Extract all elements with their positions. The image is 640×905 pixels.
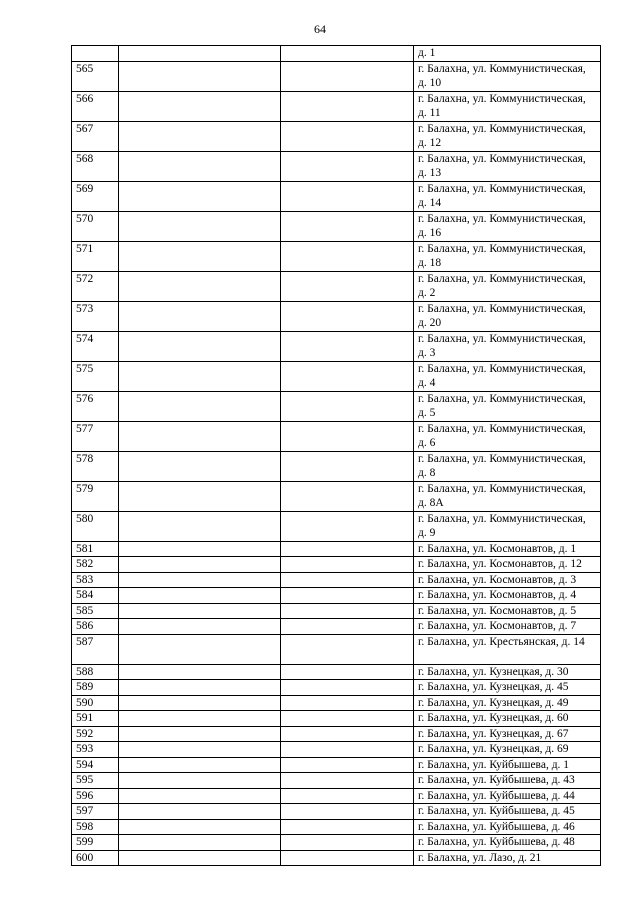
table-row (72, 557, 601, 573)
empty-cell-c (281, 301, 414, 331)
table-row (72, 695, 601, 711)
table-row (72, 91, 601, 121)
table-row (72, 151, 601, 181)
empty-cell-c (281, 46, 414, 62)
empty-cell-c (281, 664, 414, 680)
empty-cell-b (119, 757, 281, 773)
empty-cell-b (119, 151, 281, 181)
row-number-cell: 575 (72, 361, 119, 391)
address-cell: г. Балахна, ул. Коммунистическая, д. 10 (414, 61, 601, 91)
table-row (72, 680, 601, 696)
empty-cell-b (119, 619, 281, 635)
row-number-cell: 569 (72, 181, 119, 211)
empty-cell-c (281, 757, 414, 773)
empty-cell-c (281, 61, 414, 91)
row-number-cell: 599 (72, 835, 119, 851)
address-cell: г. Балахна, ул. Куйбышева, д. 44 (414, 788, 601, 804)
table-row (72, 588, 601, 604)
table-row (72, 664, 601, 680)
empty-cell-b (119, 680, 281, 696)
empty-cell-b (119, 181, 281, 211)
row-number-cell: 592 (72, 726, 119, 742)
address-cell: г. Балахна, ул. Коммунистическая, д. 18 (414, 241, 601, 271)
row-number-cell: 589 (72, 680, 119, 696)
empty-cell-c (281, 541, 414, 557)
address-cell: г. Балахна, ул. Космонавтов, д. 1 (414, 541, 601, 557)
address-cell: г. Балахна, ул. Коммунистическая, д. 5 (414, 391, 601, 421)
table-row (72, 301, 601, 331)
empty-cell-b (119, 541, 281, 557)
empty-cell-c (281, 850, 414, 866)
address-cell: д. 1 (414, 46, 601, 62)
address-cell: г. Балахна, ул. Куйбышева, д. 1 (414, 757, 601, 773)
address-cell: г. Балахна, ул. Куйбышева, д. 46 (414, 819, 601, 835)
address-cell: г. Балахна, ул. Кузнецкая, д. 30 (414, 664, 601, 680)
table-row (72, 481, 601, 511)
empty-cell-b (119, 850, 281, 866)
table-row (72, 241, 601, 271)
table-row (72, 634, 601, 664)
address-cell: г. Балахна, ул. Коммунистическая, д. 9 (414, 511, 601, 541)
table-row (72, 619, 601, 635)
row-number-cell: 598 (72, 819, 119, 835)
address-cell: г. Балахна, ул. Лазо, д. 21 (414, 850, 601, 866)
row-number-cell: 590 (72, 695, 119, 711)
row-number-cell: 565 (72, 61, 119, 91)
empty-cell-b (119, 301, 281, 331)
row-number-cell: 582 (72, 557, 119, 573)
empty-cell-c (281, 151, 414, 181)
table-row (72, 773, 601, 789)
table-row (72, 46, 601, 62)
address-cell: г. Балахна, ул. Коммунистическая, д. 8 (414, 451, 601, 481)
row-number-cell: 566 (72, 91, 119, 121)
empty-cell-c (281, 121, 414, 151)
table-row (72, 451, 601, 481)
table-row (72, 835, 601, 851)
empty-cell-b (119, 451, 281, 481)
empty-cell-b (119, 421, 281, 451)
row-number-cell: 580 (72, 511, 119, 541)
row-number-cell: 584 (72, 588, 119, 604)
address-cell: г. Балахна, ул. Космонавтов, д. 3 (414, 572, 601, 588)
table-row (72, 711, 601, 727)
empty-cell-c (281, 804, 414, 820)
address-cell: г. Балахна, ул. Коммунистическая, д. 12 (414, 121, 601, 151)
empty-cell-c (281, 391, 414, 421)
empty-cell-b (119, 211, 281, 241)
row-number-cell: 585 (72, 603, 119, 619)
empty-cell-b (119, 572, 281, 588)
table-row (72, 572, 601, 588)
empty-cell-b (119, 61, 281, 91)
empty-cell-c (281, 819, 414, 835)
address-cell: г. Балахна, ул. Кузнецкая, д. 69 (414, 742, 601, 758)
empty-cell-c (281, 572, 414, 588)
empty-cell-c (281, 181, 414, 211)
table-row (72, 788, 601, 804)
empty-cell-b (119, 91, 281, 121)
empty-cell-b (119, 331, 281, 361)
table-row (72, 603, 601, 619)
address-cell: г. Балахна, ул. Коммунистическая, д. 20 (414, 301, 601, 331)
empty-cell-b (119, 819, 281, 835)
table-row (72, 511, 601, 541)
row-number-cell: 597 (72, 804, 119, 820)
empty-cell-b (119, 603, 281, 619)
address-table-body (72, 46, 601, 866)
empty-cell-c (281, 788, 414, 804)
row-number-cell: 588 (72, 664, 119, 680)
empty-cell-c (281, 241, 414, 271)
row-number-cell: 567 (72, 121, 119, 151)
empty-cell-b (119, 788, 281, 804)
empty-cell-c (281, 588, 414, 604)
row-number-cell: 587 (72, 634, 119, 664)
empty-cell-b (119, 773, 281, 789)
address-cell: г. Балахна, ул. Коммунистическая, д. 13 (414, 151, 601, 181)
empty-cell-c (281, 726, 414, 742)
row-number-cell: 593 (72, 742, 119, 758)
row-number-cell (72, 46, 119, 62)
empty-cell-b (119, 391, 281, 421)
table-row (72, 121, 601, 151)
table-row (72, 819, 601, 835)
address-cell: г. Балахна, ул. Космонавтов, д. 12 (414, 557, 601, 573)
empty-cell-c (281, 695, 414, 711)
address-cell: г. Балахна, ул. Куйбышева, д. 45 (414, 804, 601, 820)
row-number-cell: 573 (72, 301, 119, 331)
table-row (72, 742, 601, 758)
empty-cell-c (281, 680, 414, 696)
address-cell: г. Балахна, ул. Крестьянская, д. 14 (414, 634, 601, 664)
empty-cell-b (119, 634, 281, 664)
empty-cell-c (281, 711, 414, 727)
empty-cell-b (119, 271, 281, 301)
table-row (72, 850, 601, 866)
empty-cell-c (281, 481, 414, 511)
address-cell: г. Балахна, ул. Куйбышева, д. 43 (414, 773, 601, 789)
table-row (72, 181, 601, 211)
empty-cell-b (119, 695, 281, 711)
empty-cell-b (119, 726, 281, 742)
empty-cell-c (281, 361, 414, 391)
row-number-cell: 583 (72, 572, 119, 588)
address-cell: г. Балахна, ул. Космонавтов, д. 5 (414, 603, 601, 619)
row-number-cell: 595 (72, 773, 119, 789)
row-number-cell: 594 (72, 757, 119, 773)
address-cell: г. Балахна, ул. Кузнецкая, д. 49 (414, 695, 601, 711)
table-row (72, 211, 601, 241)
address-cell: г. Балахна, ул. Коммунистическая, д. 4 (414, 361, 601, 391)
row-number-cell: 586 (72, 619, 119, 635)
table-row (72, 726, 601, 742)
table-row (72, 331, 601, 361)
row-number-cell: 574 (72, 331, 119, 361)
empty-cell-b (119, 511, 281, 541)
empty-cell-b (119, 241, 281, 271)
table-row (72, 804, 601, 820)
table-row (72, 421, 601, 451)
empty-cell-c (281, 557, 414, 573)
empty-cell-c (281, 603, 414, 619)
address-cell: г. Балахна, ул. Космонавтов, д. 4 (414, 588, 601, 604)
address-cell: г. Балахна, ул. Кузнецкая, д. 67 (414, 726, 601, 742)
table-row (72, 361, 601, 391)
row-number-cell: 578 (72, 451, 119, 481)
row-number-cell: 570 (72, 211, 119, 241)
row-number-cell: 581 (72, 541, 119, 557)
empty-cell-c (281, 742, 414, 758)
empty-cell-c (281, 835, 414, 851)
empty-cell-b (119, 557, 281, 573)
table-row (72, 61, 601, 91)
table-row (72, 391, 601, 421)
row-number-cell: 576 (72, 391, 119, 421)
table-row (72, 541, 601, 557)
row-number-cell: 579 (72, 481, 119, 511)
address-cell: г. Балахна, ул. Космонавтов, д. 7 (414, 619, 601, 635)
address-cell: г. Балахна, ул. Коммунистическая, д. 11 (414, 91, 601, 121)
address-cell: г. Балахна, ул. Кузнецкая, д. 45 (414, 680, 601, 696)
address-cell: г. Балахна, ул. Кузнецкая, д. 60 (414, 711, 601, 727)
empty-cell-b (119, 711, 281, 727)
address-cell: г. Балахна, ул. Коммунистическая, д. 3 (414, 331, 601, 361)
empty-cell-c (281, 331, 414, 361)
row-number-cell: 571 (72, 241, 119, 271)
empty-cell-b (119, 46, 281, 62)
empty-cell-c (281, 211, 414, 241)
empty-cell-c (281, 619, 414, 635)
row-number-cell: 577 (72, 421, 119, 451)
row-number-cell: 596 (72, 788, 119, 804)
empty-cell-c (281, 634, 414, 664)
row-number-cell: 600 (72, 850, 119, 866)
address-cell: г. Балахна, ул. Коммунистическая, д. 8А (414, 481, 601, 511)
empty-cell-b (119, 835, 281, 851)
empty-cell-c (281, 421, 414, 451)
address-cell: г. Балахна, ул. Коммунистическая, д. 14 (414, 181, 601, 211)
row-number-cell: 572 (72, 271, 119, 301)
address-table (71, 45, 601, 866)
empty-cell-c (281, 511, 414, 541)
table-row (72, 757, 601, 773)
row-number-cell: 568 (72, 151, 119, 181)
empty-cell-b (119, 481, 281, 511)
address-cell: г. Балахна, ул. Куйбышева, д. 48 (414, 835, 601, 851)
empty-cell-b (119, 742, 281, 758)
empty-cell-c (281, 271, 414, 301)
empty-cell-b (119, 664, 281, 680)
empty-cell-c (281, 451, 414, 481)
table-row (72, 271, 601, 301)
row-number-cell: 591 (72, 711, 119, 727)
empty-cell-c (281, 773, 414, 789)
address-cell: г. Балахна, ул. Коммунистическая, д. 16 (414, 211, 601, 241)
page-number: 64 (314, 22, 326, 36)
empty-cell-b (119, 121, 281, 151)
empty-cell-b (119, 588, 281, 604)
empty-cell-b (119, 804, 281, 820)
empty-cell-b (119, 361, 281, 391)
address-cell: г. Балахна, ул. Коммунистическая, д. 6 (414, 421, 601, 451)
empty-cell-c (281, 91, 414, 121)
address-cell: г. Балахна, ул. Коммунистическая, д. 2 (414, 271, 601, 301)
